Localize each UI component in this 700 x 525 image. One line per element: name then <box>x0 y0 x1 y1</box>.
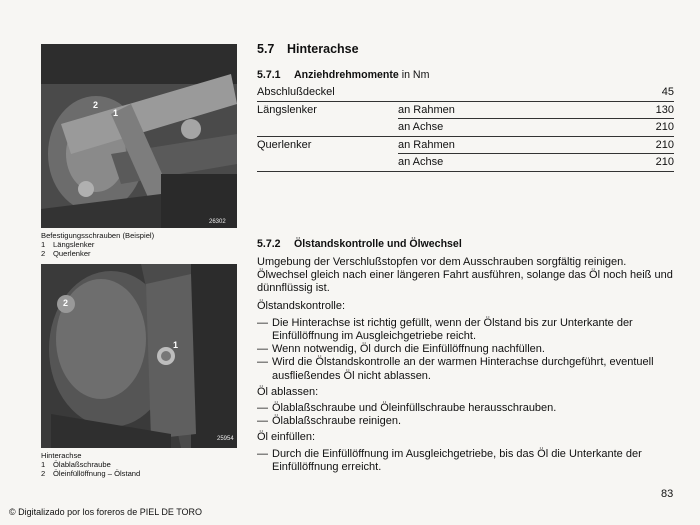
list-item: — Wird die Ölstandskontrolle an der warmen Hinterachse durchgeführt, eventuell ausfließendes Öl nicht ablassen. <box>257 356 654 382</box>
photo2-marker-1: 1 <box>173 340 179 350</box>
table-row <box>257 136 674 154</box>
oil-heading-title: Ölstandskontrolle und Ölwechsel <box>294 238 462 250</box>
table-row <box>257 84 674 101</box>
photo2-caption <box>41 451 140 478</box>
torque-heading-title: Anziehdrehmomente <box>294 69 399 81</box>
list-item: — Ölablaßschraube reinigen. <box>257 415 402 428</box>
fill-heading: Öl einfüllen: <box>257 431 316 444</box>
list-item: — Wenn notwendig, Öl durch die Einfüllöffnung nachfüllen. <box>257 343 545 356</box>
torque-heading <box>257 69 429 81</box>
photo1-caption-item-2: 2 Querlenker <box>41 249 91 258</box>
torque-part <box>257 154 398 172</box>
page-number: 83 <box>661 488 674 500</box>
photo-rear-axle <box>41 264 237 448</box>
torque-heading-number: 5.7.1 <box>257 69 281 81</box>
photo1-code: 26302 <box>209 219 226 225</box>
copyright-footer: © Digitalizado por los foreros de PIEL DE TORO <box>9 507 203 517</box>
oil-heading-number: 5.7.2 <box>257 238 281 250</box>
torque-table <box>257 84 674 172</box>
drain-heading: Öl ablassen: <box>257 385 319 398</box>
torque-heading-unit: in Nm <box>401 69 430 81</box>
photo2-caption-title: Hinterachse <box>41 451 82 460</box>
intro-paragraph: Umgebung der Verschlußstopfen vor dem Ausschrauben sorgfältig reinigen. Ölwechsel gleich nach einer längeren Fahrt ausführen, solange das Öl noch heiß und dünnflüssig ist. <box>257 256 673 295</box>
photo2-caption-item-1: 1 Ölablaßschraube <box>41 460 111 469</box>
torque-value: 45 <box>661 86 674 98</box>
list-item: — Durch die Einfüllöffnung im Ausgleichgetriebe, bis das Öl die Unterkante der Einfüllöffnung erreicht. <box>257 447 642 473</box>
photo2-marker-2: 2 <box>63 298 69 308</box>
torque-value: 210 <box>598 119 674 137</box>
torque-where: an Achse <box>398 119 598 137</box>
oil-heading <box>257 238 462 250</box>
photo2-code: 25954 <box>217 436 234 442</box>
section-number: 5.7 <box>257 42 275 56</box>
torque-value: 210 <box>598 136 674 154</box>
table-row <box>257 101 674 119</box>
torque-where: an Rahmen <box>398 101 598 119</box>
photo1-caption-item-1: 1 Längslenker <box>41 240 95 249</box>
torque-part <box>257 119 398 137</box>
torque-part: Längslenker <box>257 101 398 119</box>
list-item: — Ölablaßschraube und Öleinfüllschraube herausschrauben. <box>257 402 557 415</box>
oil-instructions <box>257 256 677 474</box>
section-heading <box>257 42 359 56</box>
torque-where: an Rahmen <box>398 136 598 154</box>
check-heading: Ölstandskontrolle: <box>257 299 346 312</box>
list-item: — Die Hinterachse ist richtig gefüllt, wenn der Ölstand bis zur Unterkante der Einfüllöffnung im Ausgleichgetriebe reicht. <box>257 316 633 343</box>
photo1-caption <box>41 231 154 258</box>
torque-value: 130 <box>598 101 674 119</box>
photo1-marker-1: 1 <box>113 108 119 118</box>
table-row <box>257 154 674 172</box>
torque-where <box>398 84 598 101</box>
torque-where: an Achse <box>398 154 598 172</box>
photo-rear-suspension-bolts <box>41 44 237 228</box>
torque-part: Querlenker <box>257 136 398 154</box>
photo1-caption-title: Befestigungsschrauben (Beispiel) <box>41 231 155 240</box>
section-title: Hinterachse <box>287 42 359 56</box>
torque-value: 210 <box>598 154 674 172</box>
table-row <box>257 119 674 137</box>
torque-part: Abschlußdeckel <box>257 86 335 98</box>
photo1-marker-2: 2 <box>93 100 99 110</box>
photo2-caption-item-2: 2 Öleinfüllöffnung – Ölstand <box>41 469 141 478</box>
